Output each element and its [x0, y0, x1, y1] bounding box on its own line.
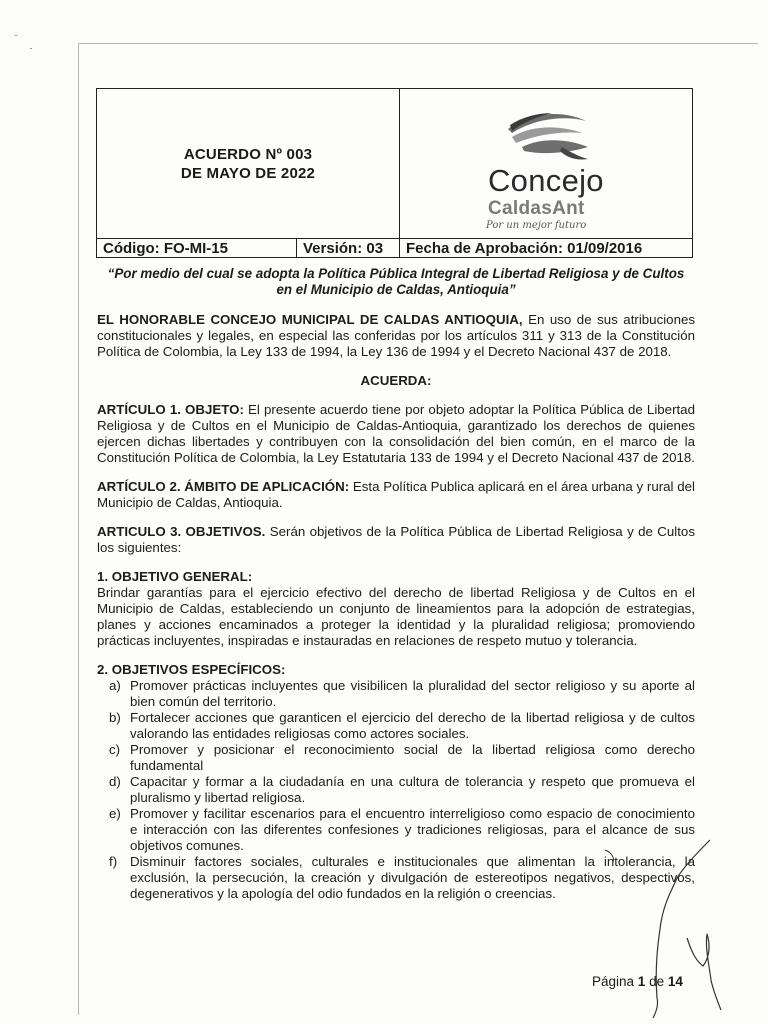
subtitle-line: en el Municipio de Caldas, Antioquia”	[276, 282, 516, 297]
version-cell: Versión: 03	[297, 239, 400, 258]
article-2-heading: ARTÍCULO 2. ÁMBITO DE APLICACIÓN:	[97, 479, 350, 494]
agreement-number: ACUERDO Nº 003	[183, 145, 313, 163]
logo-tagline: Por un mejor futuro	[486, 220, 587, 231]
list-item-text: Promover y posicionar el reconocimiento social de la libertad religiosa como derecho fundamental	[130, 742, 695, 773]
general-objective-heading: 1. OBJETIVO GENERAL:	[97, 569, 253, 584]
list-item-text: Capacitar y formar a la ciudadanía en una cultura de tolerancia y respeto que promueva el pluralismo y libertad religiosa.	[130, 774, 695, 805]
agreement-date: DE MAYO DE 2022	[180, 164, 316, 182]
document-header-table	[96, 88, 693, 258]
list-item-marker: b)	[109, 710, 121, 725]
list-item-marker: c)	[109, 742, 121, 757]
list-item-marker: d)	[109, 774, 121, 789]
list-item-text: Promover y facilitar escenarios para el encuentro interreligioso como espacio de conocimiento e interacción con las diferentes confesiones y tradiciones religiosas, para el alcance de sus objetivos comunes.	[130, 806, 695, 853]
specific-objectives-heading: 2. OBJETIVOS ESPECÍFICOS:	[97, 662, 286, 677]
document-subtitle	[97, 266, 695, 298]
concejo-logo	[488, 107, 618, 235]
list-item	[109, 774, 695, 806]
article-1	[97, 402, 695, 466]
article-2	[97, 479, 695, 511]
article-1-text: El presente acuerdo tiene por objeto adoptar la Política Pública de Libertad Religiosa y de Cultos en el Municipio de Caldas-Antioquia, garantizado los derechos de quienes ejercen dichas libertades y contribuyen con la consolidación del bien común, en el marco de la Constitución Política de Colombia, la Ley Estatutaria 133 de 1994 y el Decreto Nacional 437 de 2018.	[97, 402, 695, 465]
code-cell: Código: FO-MI-15	[97, 239, 297, 258]
intro-bold: EL HONORABLE CONCEJO MUNICIPAL DE CALDAS ANTIOQUIA,	[97, 312, 523, 327]
list-item-text: Disminuir factores sociales, culturales e institucionales que alimentan la intolerancia, la exclusión, la persecución, la creación y divulgación de estereotipos negativos, despectivos, degenerativos y la apología del odio fundados en la religión o creencias.	[130, 854, 695, 901]
intro-paragraph	[97, 312, 695, 360]
scan-speck	[15, 35, 17, 36]
list-item-marker: e)	[109, 806, 121, 821]
logo-subname: CaldasAnt	[488, 198, 585, 219]
page-label: Página	[592, 974, 638, 989]
page-footer	[592, 974, 683, 989]
logo-name: Concejo	[488, 163, 604, 198]
page-current: 1	[637, 974, 646, 989]
approval-date-cell: Fecha de Aprobación: 01/09/2016	[400, 239, 693, 258]
document-body	[97, 266, 695, 902]
page-of: de	[645, 974, 668, 989]
general-objective-text: Brindar garantías para el ejercicio efectivo del derecho de libertad Religiosa y de Cultos en el Municipio de Caldas, estableciendo un conjunto de lineamientos para la adopción de estrategias, planes y acciones encaminados a proteger la identidad y la pluralidad religiosa; promoviendo prácticas incluyentes, inspiradas e instauradas en relaciones de respeto mutuo y tolerancia.	[97, 585, 695, 648]
article-1-heading: ARTÍCULO 1. OBJETO:	[97, 402, 244, 417]
page-total: 14	[667, 974, 683, 989]
list-item	[109, 710, 695, 742]
article-2-text: Esta Política Publica aplicará en el área urbana y rural del Municipio de Caldas, Antioquia.	[97, 479, 695, 510]
logo-cell	[400, 89, 693, 239]
list-item	[109, 678, 695, 710]
list-item-text: Fortalecer acciones que garanticen el ejercicio del derecho de la libertad religiosa y de cultos valorando las entidades religiosas como actores sociales.	[130, 710, 695, 741]
subtitle-line: “Por medio del cual se adopta la Política Pública Integral de Libertad Religiosa y de Cultos	[107, 266, 685, 281]
article-3-heading: ARTICULO 3. OBJETIVOS.	[97, 524, 266, 539]
handwritten-signature	[585, 830, 725, 1020]
list-item-marker: a)	[109, 678, 121, 693]
swirl-logo-icon	[502, 107, 592, 163]
list-item-text: Promover prácticas incluyentes que visibilicen la pluralidad del sector religioso y su aporte al bien común del territorio.	[130, 678, 695, 709]
list-item-marker: f)	[109, 854, 118, 869]
article-3	[97, 524, 695, 556]
scan-speck	[30, 48, 32, 49]
list-item	[109, 742, 695, 774]
acuerda-heading: ACUERDA:	[360, 373, 432, 388]
article-3-text: Serán objetivos de la Política Pública de Libertad Religiosa y de Cultos los siguientes:	[97, 524, 695, 555]
agreement-title-cell	[97, 89, 400, 239]
intro-text: En uso de sus atribuciones constitucionales y legales, en especial las conferidas por los artículos 311 y 313 de la Constitución Política de Colombia, la Ley 133 de 1994, la Ley 136 de 1994 y el Decreto Nacional 437 de 2018.	[97, 312, 696, 359]
